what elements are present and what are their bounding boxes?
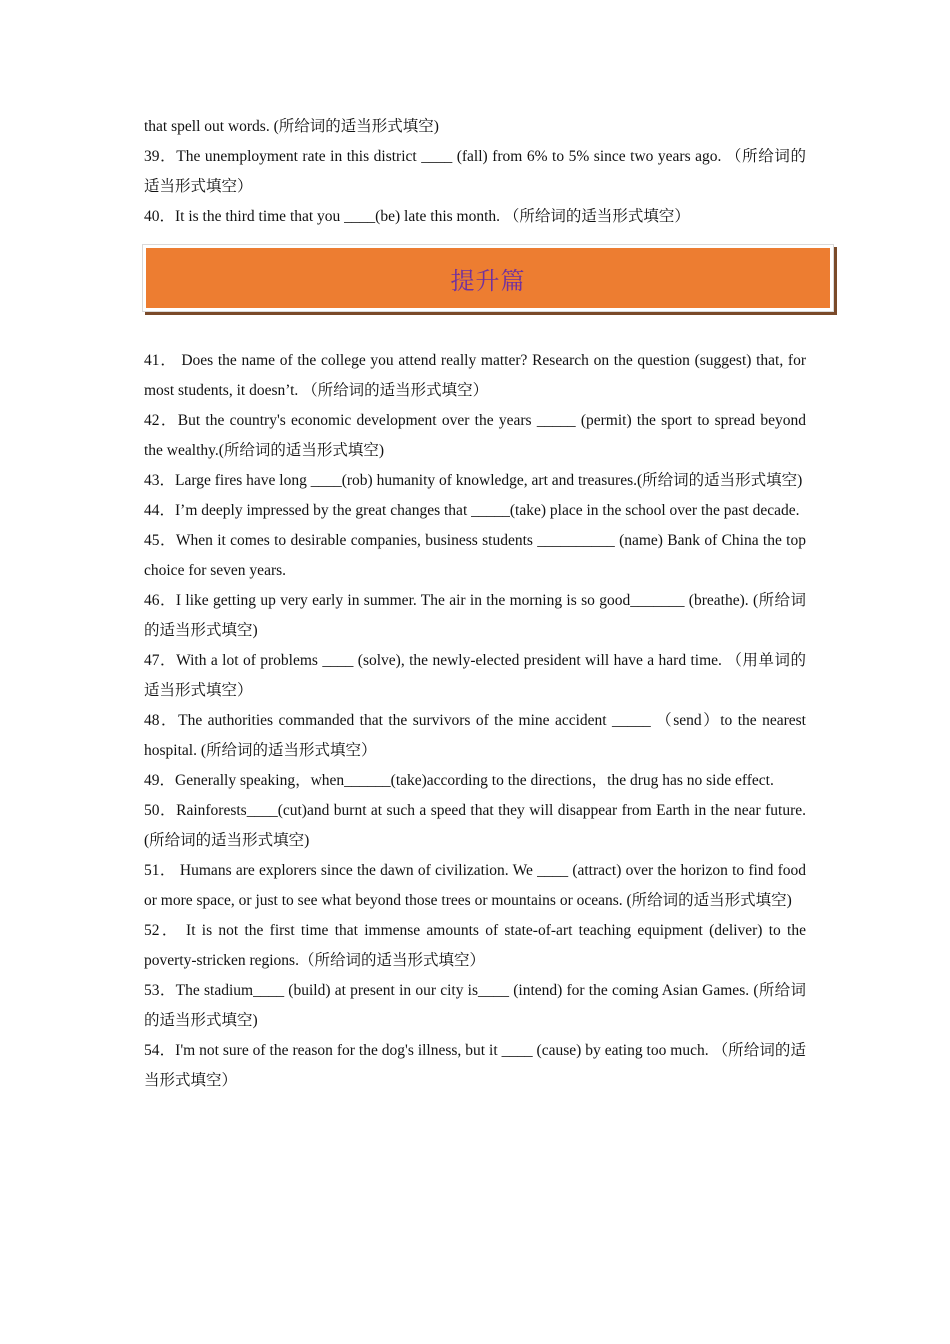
- document-page: [144, 112, 806, 1096]
- question-44: 44．I’m deeply impressed by the great changes that _____(take) place in the school over the past decade.: [144, 502, 800, 519]
- question-51: 51． Humans are explorers since the dawn of civilization. We ____ (attract) over the horizon to find food or more space, or just to see what beyond those trees or mountains or oceans. (所给词的适当形式填空): [144, 862, 806, 909]
- question-list: [144, 346, 806, 1096]
- question-39: 39．The unemployment rate in this district ____ (fall) from 6% to 5% since two years ago. （所给词的适当形式填空）: [144, 148, 806, 195]
- section-title: 提升篇: [450, 266, 526, 295]
- question-49: 49．Generally speaking，when______(take)according to the directions，the drug has no side effect.: [144, 772, 774, 789]
- question-48: 48．The authorities commanded that the survivors of the mine accident _____ （send）to the nearest hospital. (所给词的适当形式填空）: [144, 712, 806, 759]
- question-54: 54．I'm not sure of the reason for the dog's illness, but it ____ (cause) by eating too much. （所给词的适当形式填空）: [144, 1042, 806, 1089]
- question-40: 40．It is the third time that you ____(be) late this month. （所给词的适当形式填空）: [144, 208, 690, 225]
- section-banner-frame: [142, 244, 834, 312]
- question-47: 47．With a lot of problems ____ (solve), the newly-elected president will have a hard time. （用单词的适当形式填空）: [144, 652, 806, 699]
- question-53: 53．The stadium____ (build) at present in our city is____ (intend) for the coming Asian Games. (所给词的适当形式填空): [144, 982, 806, 1029]
- question-38-continuation: that spell out words. (所给词的适当形式填空): [144, 118, 439, 135]
- question-50: 50．Rainforests____(cut)and burnt at such a speed that they will disappear from Earth in the near future. (所给词的适当形式填空): [144, 802, 806, 849]
- question-46: 46．I like getting up very early in summer. The air in the morning is so good_______ (breathe). (所给词的适当形式填空): [144, 592, 806, 639]
- question-42: 42．But the country's economic development over the years _____ (permit) the sport to spread beyond the wealthy.(所给词的适当形式填空): [144, 412, 806, 459]
- question-41: 41． Does the name of the college you attend really matter? Research on the question (suggest) that, for most students, it doesn’t. （所给词的适当形式填空）: [144, 352, 806, 399]
- question-43: 43．Large fires have long ____(rob) humanity of knowledge, art and treasures.(所给词的适当形式填空): [144, 472, 803, 489]
- question-45: 45．When it comes to desirable companies, business students __________ (name) Bank of China the top choice for seven years.: [144, 532, 806, 579]
- section-banner-fill: [146, 248, 830, 308]
- question-52: 52． It is not the first time that immense amounts of state-of-art teaching equipment (deliver) to the poverty-stricken regions.（所给词的适当形式填空）: [144, 922, 806, 969]
- previous-questions: [144, 112, 806, 232]
- section-banner: [142, 244, 836, 314]
